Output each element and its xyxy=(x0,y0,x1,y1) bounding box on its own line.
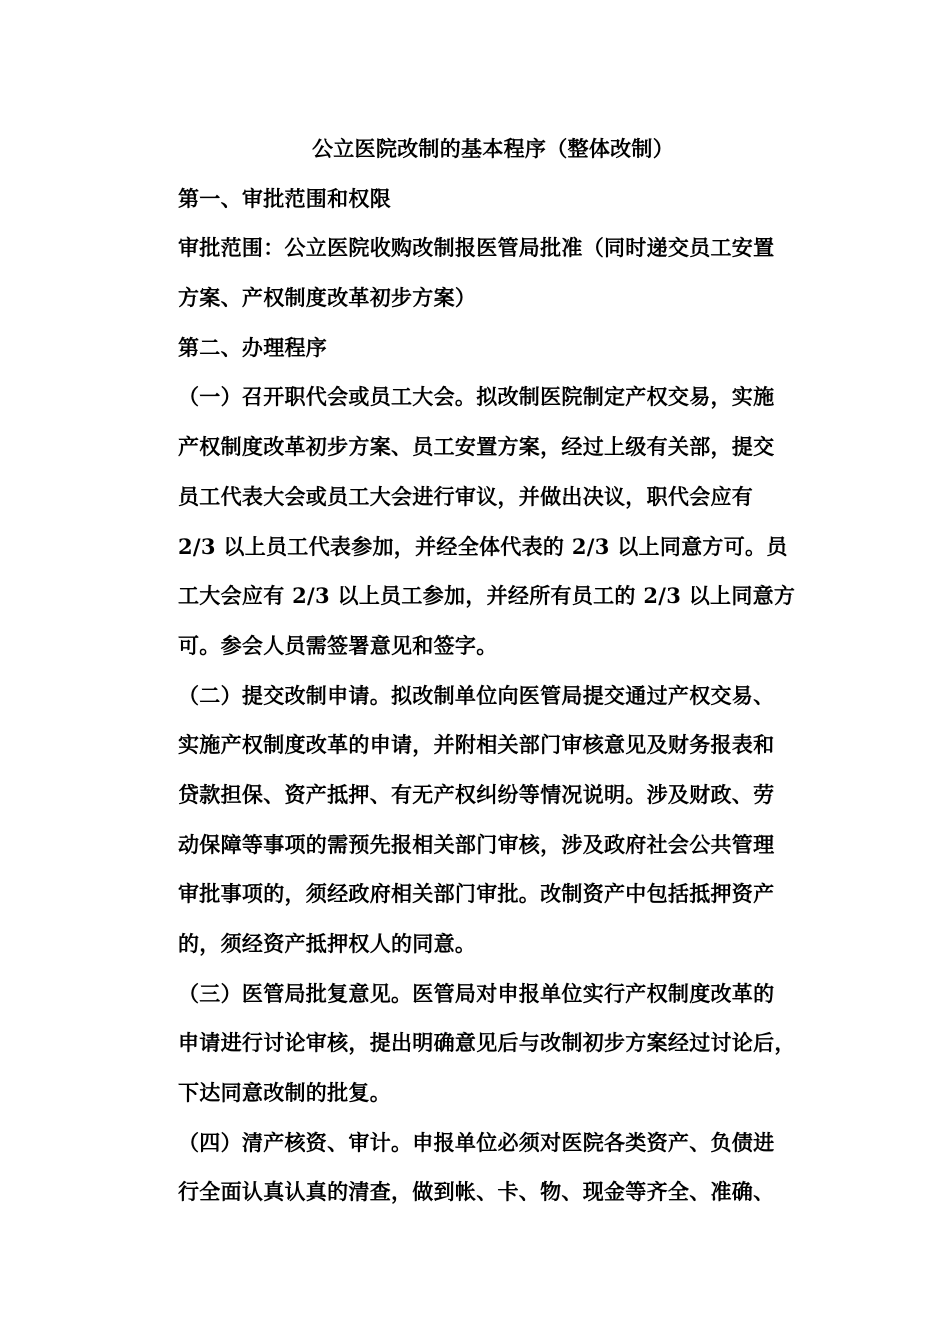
paragraph-line: 下达同意改制的批复。 xyxy=(178,1080,391,1106)
paragraph-line: 可。参会人员需签署意见和签字。 xyxy=(178,632,498,658)
paragraph-line: 申请进行讨论审核，提出明确意见后与改制初步方案经过讨论后， xyxy=(178,1030,796,1056)
document-title: 公立医院改制的基本程序（整体改制） xyxy=(311,136,675,161)
paragraph-line: 审批范围：公立医院收购改制报医管局批准（同时递交员工安置 xyxy=(178,235,775,261)
document-body xyxy=(178,131,808,1224)
paragraph-line: 实施产权制度改革的申请，并附相关部门审核意见及财务报表和 xyxy=(178,732,775,758)
paragraph-line: 产权制度改革初步方案、员工安置方案，经过上级有关部，提交 xyxy=(178,434,775,460)
paragraph-line: 2/3 以上员工代表参加，并经全体代表的 2/3 以上同意方可。员 xyxy=(178,533,788,559)
paragraph-line: 员工代表大会或员工大会进行审议，并做出决议，职代会应有 xyxy=(178,483,754,509)
paragraph-line: 审批事项的，须经政府相关部门审批。改制资产中包括抵押资产 xyxy=(178,881,775,907)
paragraph-line: 贷款担保、资产抵押、有无产权纠纷等情况说明。涉及财政、劳 xyxy=(178,781,775,807)
paragraph-line: （一）召开职代会或员工大会。拟改制医院制定产权交易，实施 xyxy=(178,384,775,410)
paragraph-line: 动保障等事项的需预先报相关部门审核，涉及政府社会公共管理 xyxy=(178,831,775,857)
paragraph-line: （二）提交改制申请。拟改制单位向医管局提交通过产权交易、 xyxy=(178,682,775,708)
paragraph-line: 工大会应有 2/3 以上员工参加，并经所有员工的 2/3 以上同意方 xyxy=(178,583,796,609)
paragraph-line: 方案、产权制度改革初步方案） xyxy=(178,285,477,311)
section-heading-2: 第二、办理程序 xyxy=(178,334,328,360)
paragraph-line: 的，须经资产抵押权人的同意。 xyxy=(178,931,477,956)
section-heading-1: 第一、审批范围和权限 xyxy=(178,185,391,211)
paragraph-line: （三）医管局批复意见。医管局对申报单位实行产权制度改革的 xyxy=(178,980,775,1006)
paragraph-line: 行全面认真认真的清查，做到帐、卡、物、现金等齐全、准确、 xyxy=(178,1179,775,1205)
paragraph-line: （四）清产核资、审计。申报单位必须对医院各类资产、负债进 xyxy=(178,1129,775,1155)
